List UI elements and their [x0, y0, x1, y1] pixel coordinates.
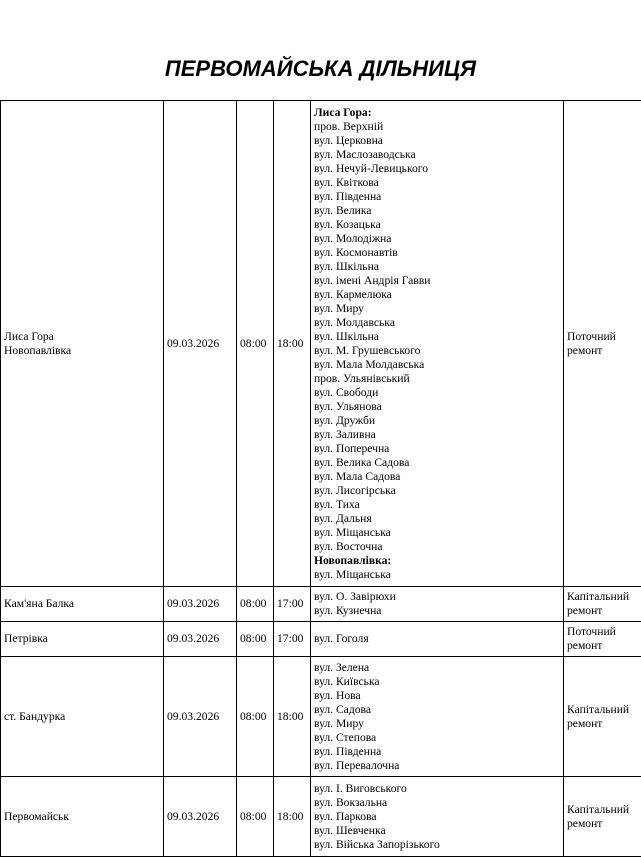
work-type-text: Капітальний: [567, 590, 630, 603]
street-item: вул. імені Андрія Гавви: [314, 273, 431, 287]
street-item: вул. М. Грушевського: [314, 343, 421, 357]
street-item: вул. Степова: [314, 730, 377, 744]
location-cell: [1, 622, 164, 657]
street-item: вул. Кармелюка: [314, 287, 392, 301]
table-row: [1, 622, 641, 657]
start-time-cell: 08:00: [237, 101, 274, 587]
start-time-cell: 08:00: [237, 587, 274, 622]
settlement-name: Первомайськ: [4, 809, 69, 823]
schedule-body: [1, 101, 641, 857]
outage-schedule-table: [0, 100, 641, 857]
street-item: вул. Ульянова: [314, 399, 382, 413]
streets-cell: [311, 777, 564, 857]
street-item: вул. Шевченка: [314, 823, 386, 837]
street-item: вул. Заливна: [314, 427, 376, 441]
street-item: вул. Поперечна: [314, 441, 390, 455]
location-cell: [1, 587, 164, 622]
end-time-cell: 18:00: [274, 101, 311, 587]
street-item: вул. Міщанська: [314, 525, 391, 539]
end-time-cell: 17:00: [274, 587, 311, 622]
page-title: ПЕРВОМАЙСЬКА ДІЛЬНИЦЯ: [164, 56, 477, 81]
work-type-text: Поточний: [567, 329, 616, 343]
street-item: вул. Садова: [314, 702, 371, 716]
street-item: вул. Шкільна: [314, 329, 379, 343]
date-cell: 09.03.2026: [164, 657, 237, 777]
street-item: вул. Велика: [314, 203, 372, 217]
street-item: вул. Тиха: [314, 497, 360, 511]
work-type-text: ремонт: [567, 343, 603, 357]
work-type-text: ремонт: [567, 639, 603, 652]
table-row: [1, 657, 641, 777]
street-item: вул. Мала Садова: [314, 469, 401, 483]
table-row: [1, 587, 641, 622]
streets-cell: [311, 657, 564, 777]
work-type-cell: [564, 777, 641, 857]
settlement-name: Лиса Гора: [4, 329, 54, 343]
street-item: вул. Церковна: [314, 133, 383, 147]
street-item: вул. Зелена: [314, 660, 370, 674]
work-type-text: ремонт: [567, 604, 603, 617]
end-time-cell: 17:00: [274, 622, 311, 657]
work-type-text: ремонт: [567, 716, 603, 730]
work-type-cell: [564, 622, 641, 657]
street-item: вул. Перевалочна: [314, 758, 400, 772]
street-item: вул. О. Завірюхи: [314, 590, 396, 603]
settlement-name: Новопавлівка: [4, 343, 72, 357]
street-item: вул. Шкільна: [314, 259, 379, 273]
work-type-cell: [564, 657, 641, 777]
street-item: вул. Південна: [314, 744, 382, 758]
street-item: вул. Нечуй-Левицького: [314, 161, 429, 175]
settlement-header: Лиса Гора:: [314, 105, 372, 119]
street-item: вул. Свободи: [314, 385, 379, 399]
start-time-cell: 08:00: [237, 657, 274, 777]
street-item: вул. Київська: [314, 674, 380, 688]
street-item: вул. Миру: [314, 716, 364, 730]
work-type-text: Капітальний: [567, 802, 630, 816]
street-item: вул. Космонавтів: [314, 245, 398, 259]
work-type-text: ремонт: [567, 816, 603, 830]
street-item: вул. Дальня: [314, 511, 372, 525]
date-cell: 09.03.2026: [164, 101, 237, 587]
work-type-cell: [564, 587, 641, 622]
street-item: вул. Молдавська: [314, 315, 395, 329]
street-item: вул. Квіткова: [314, 175, 379, 189]
street-item: вул. Лисогірська: [314, 483, 396, 497]
street-item: вул. Вокзальна: [314, 795, 388, 809]
date-cell: 09.03.2026: [164, 777, 237, 857]
streets-cell: [311, 622, 564, 657]
street-item: вул. Гоголя: [314, 632, 369, 645]
table-row: [1, 101, 641, 587]
work-type-text: Капітальний: [567, 702, 630, 716]
street-item: вул. Маслозаводська: [314, 147, 416, 161]
street-item: вул. Паркова: [314, 809, 377, 823]
street-item: вул. Козацька: [314, 217, 381, 231]
end-time-cell: 18:00: [274, 777, 311, 857]
table-row: [1, 777, 641, 857]
location-cell: [1, 101, 164, 587]
street-item: вул. І. Виговського: [314, 781, 407, 795]
location-cell: [1, 777, 164, 857]
street-item: вул. Мала Молдавська: [314, 357, 425, 371]
street-item: вул. Міщанська: [314, 567, 391, 581]
work-type-cell: [564, 101, 641, 587]
street-item: пров. Ульянівський: [314, 371, 410, 385]
date-cell: 09.03.2026: [164, 622, 237, 657]
work-type-text: Поточний: [567, 625, 616, 638]
street-item: вул. Дружби: [314, 413, 376, 427]
streets-cell: [311, 587, 564, 622]
settlement-header: Новопавлівка:: [314, 553, 392, 567]
settlement-name: ст. Бандурка: [4, 709, 66, 723]
location-cell: [1, 657, 164, 777]
end-time-cell: 18:00: [274, 657, 311, 777]
street-item: вул. Кузнечна: [314, 604, 382, 617]
date-cell: 09.03.2026: [164, 587, 237, 622]
streets-cell: [311, 101, 564, 587]
start-time-cell: 08:00: [237, 777, 274, 857]
street-item: вул. Миру: [314, 301, 364, 315]
street-item: вул. Восточна: [314, 539, 383, 553]
street-item: вул. Війська Запорізького: [314, 837, 440, 851]
settlement-name: Кам'яна Балка: [4, 597, 75, 610]
start-time-cell: 08:00: [237, 622, 274, 657]
settlement-name: Петрівка: [4, 632, 48, 645]
street-item: вул. Велика Садова: [314, 455, 410, 469]
street-item: пров. Верхній: [314, 119, 384, 133]
street-item: вул. Нова: [314, 688, 361, 702]
street-item: вул. Південна: [314, 189, 382, 203]
street-item: вул. Молодіжна: [314, 231, 392, 245]
